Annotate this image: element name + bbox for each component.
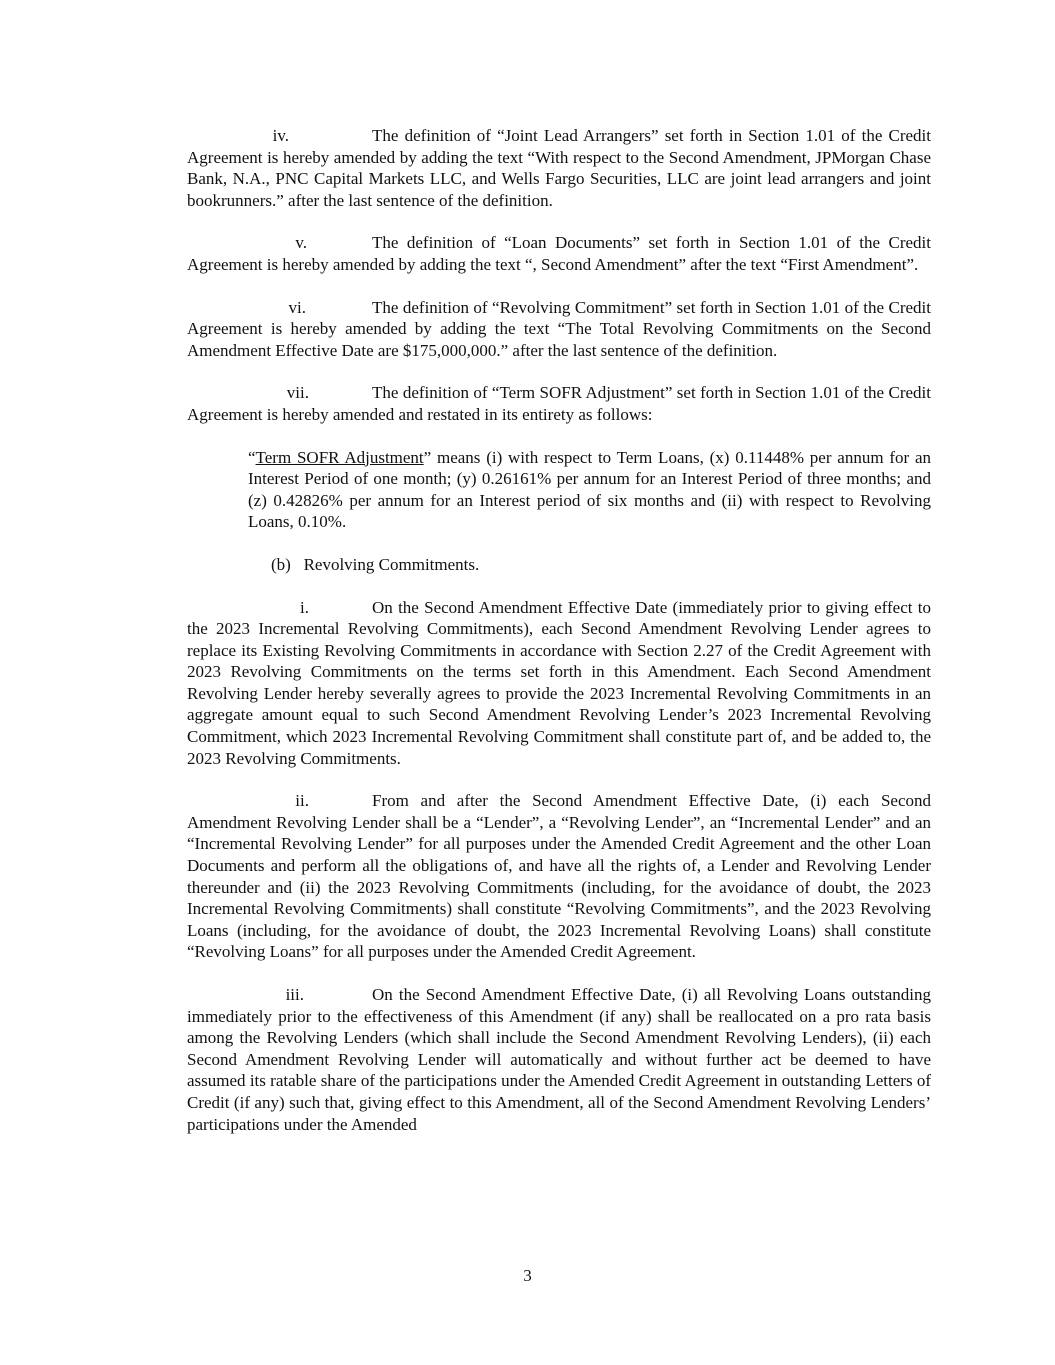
paragraph-b-i	[187, 597, 931, 770]
text-b-ii: From and after the Second Amendment Effective Date, (i) each Second Amendment Revolving Lender shall be a “Lender”, a “Revolving Lender”, an “Incremental Lender” and an “Incremental Revolving Lender” for all purposes under the Amended Credit Agreement and the other Loan Documents and perform all the obligations of, and have all the rights of, a Lender and Revolving Lender thereunder and (ii) the 2023 Revolving Commitments (including, for the avoidance of doubt, the 2023 Incremental Revolving Commitments) shall constitute “Revolving Commitments”, and the 2023 Revolving Loans (including, for the avoidance of doubt, the 2023 Incremental Revolving Loans) shall constitute “Revolving Loans” for all purposes under the Amended Credit Agreement.	[187, 791, 931, 962]
section-b-heading	[271, 554, 931, 576]
numeral-vi: vi.	[288, 297, 306, 317]
numeral-b-i: i.	[300, 597, 309, 617]
section-b-title: Revolving Commitments.	[303, 554, 480, 574]
numeral-v: v.	[295, 233, 307, 253]
document-body	[187, 125, 931, 1135]
term-sofr-definition	[248, 447, 931, 533]
paragraph-vii	[187, 382, 931, 425]
numeral-b-iii: iii.	[285, 985, 304, 1004]
text-vi: The definition of “Revolving Commitment” set forth in Section 1.01 of the Credit Agreement is hereby amended by adding the text “The Total Revolving Commitments on the Second Amendment Effective Date are $175,000,000.” after the last sentence of the definition.	[187, 297, 931, 360]
defined-term: Term SOFR Adjustment	[255, 447, 424, 467]
section-b-label: (b)	[271, 554, 291, 574]
paragraph-v	[187, 232, 931, 275]
paragraph-vi	[187, 297, 931, 362]
paragraph-b-ii	[187, 790, 931, 963]
numeral-vii: vii.	[286, 383, 309, 403]
open-quote: “	[248, 447, 256, 467]
numeral-iv: iv.	[272, 126, 289, 145]
definition-text: ” means (i) with respect to Term Loans, (x) 0.11448% per annum for an Interest Period of one month; (y) 0.26161% per annum for an Interest Period of three months; and (z) 0.42826% per annum for an Interest period of six months and (ii) with respect to Revolving Loans, 0.10%.	[248, 447, 931, 532]
text-vii: The definition of “Term SOFR Adjustment” set forth in Section 1.01 of the Credit Agreement is hereby amended and restated in its entirety as follows:	[187, 383, 931, 424]
numeral-b-ii: ii.	[295, 791, 309, 811]
text-b-iii: On the Second Amendment Effective Date, (i) all Revolving Loans outstanding immediately prior to the effectiveness of this Amendment (if any) shall be reallocated on a pro rata basis among the Revolving Lenders (which shall include the Second Amendment Revolving Lenders), (ii) each Second Amendment Revolving Lender will automatically and without further act be deemed to have assumed its ratable share of the participations under the Amended Credit Agreement in outstanding Letters of Credit (if any) such that, giving effect to this Amendment, all of the Second Amendment Revolving Lenders’ participations under the Amended	[187, 985, 931, 1134]
text-iv: The definition of “Joint Lead Arrangers” set forth in Section 1.01 of the Credit Agreement is hereby amended by adding the text “With respect to the Second Amendment, JPMorgan Chase Bank, N.A., PNC Capital Markets LLC, and Wells Fargo Securities, LLC are joint lead arrangers and joint bookrunners.” after the last sentence of the definition.	[187, 126, 931, 210]
text-v: The definition of “Loan Documents” set forth in Section 1.01 of the Credit Agreement is hereby amended by adding the text “, Second Amendment” after the text “First Amendment”.	[187, 233, 931, 274]
paragraph-iv	[187, 125, 931, 211]
page-number: 3	[523, 1266, 532, 1285]
paragraph-b-iii	[187, 984, 931, 1135]
text-b-i: On the Second Amendment Effective Date (immediately prior to giving effect to the 2023 Incremental Revolving Commitments), each Second Amendment Revolving Lender agrees to replace its Existing Revolving Commitments in accordance with Section 2.27 of the Credit Agreement with 2023 Revolving Commitments on the terms set forth in this Amendment. Each Second Amendment Revolving Lender hereby severally agrees to provide the 2023 Incremental Revolving Commitments in an aggregate amount equal to such Second Amendment Revolving Lender’s 2023 Incremental Revolving Commitment, which 2023 Incremental Revolving Commitment shall constitute part of, and be added to, the 2023 Revolving Commitments.	[187, 597, 931, 768]
